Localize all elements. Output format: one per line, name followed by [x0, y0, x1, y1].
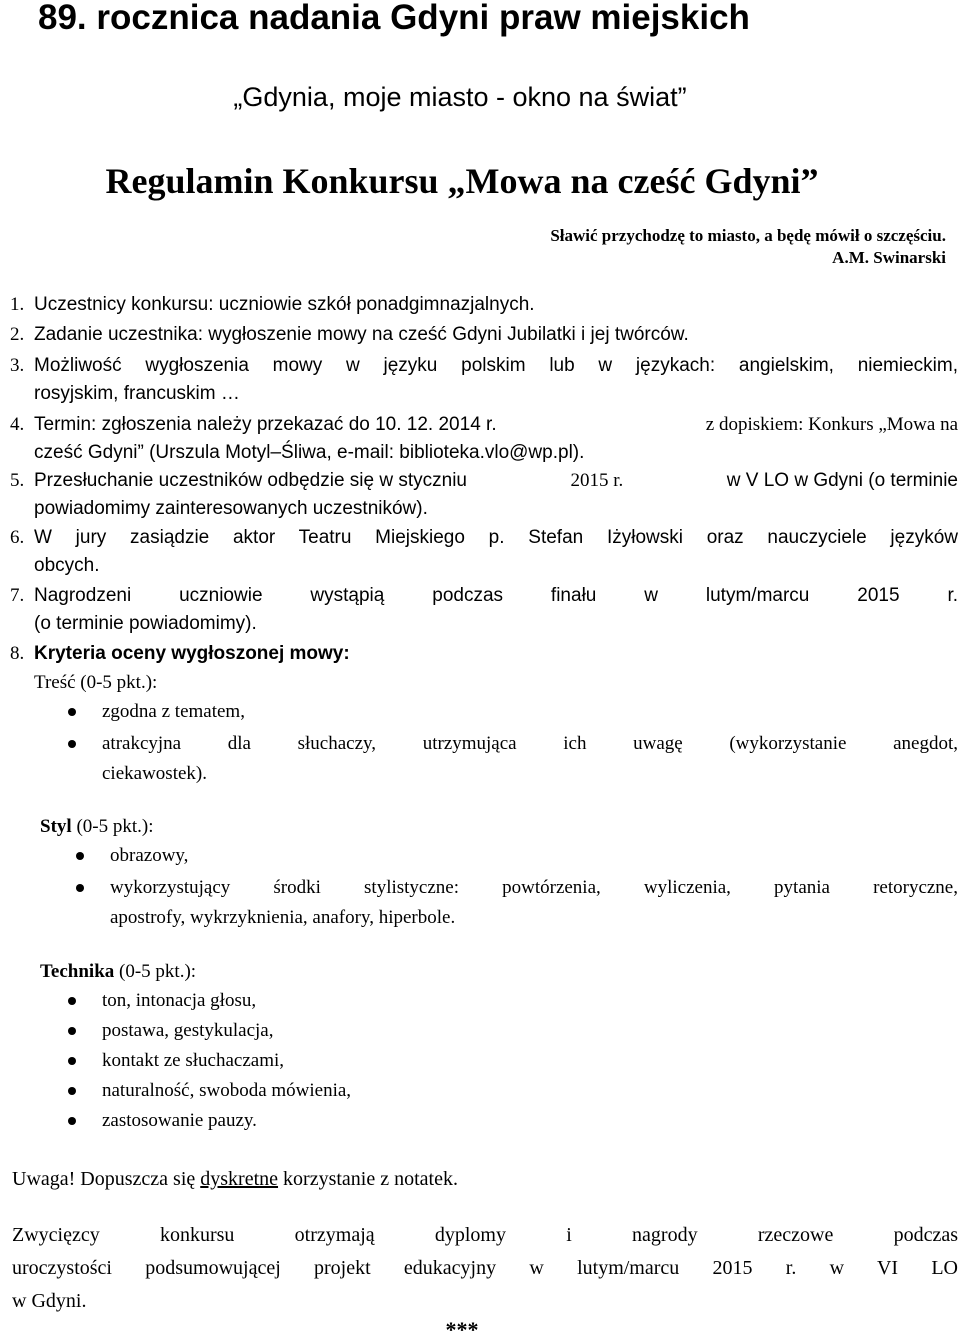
list-item-continuation: ciekawostek). [102, 763, 207, 784]
note [12, 1165, 458, 1193]
closing-line-1: Zwycięzcy konkursu otrzymają dyplomy i nagrody rzeczowe podczas [12, 1224, 958, 1246]
rule-text-a: Przesłuchanie uczestników odbędzie się w styczniu [34, 470, 467, 491]
closing-line-2: uroczystości podsumowującej projekt edukacyjny w lutym/marcu 2015 r. w VI LO [12, 1257, 958, 1279]
rule-text-line2: powiadomimy zainteresowanych uczestników). [34, 498, 428, 519]
bullet-icon [68, 1027, 76, 1035]
list-item: wykorzystujący środki stylistyczne: powtórzenia, wyliczenia, pytania retoryczne, [76, 874, 958, 902]
rule-number: 7. [10, 585, 25, 606]
list-item-continuation: apostrofy, wykrzyknienia, anafory, hiperbole. [110, 907, 456, 928]
list-item: kontakt ze słuchaczami, [68, 1047, 958, 1075]
bullet-icon [76, 884, 84, 892]
motto-author: A.M. Swinarski [832, 248, 946, 267]
rule-item-3 [10, 352, 958, 408]
rule-text-b: 2015 r. [570, 470, 624, 491]
rule-number: 1. [10, 294, 25, 315]
rule-item-4 [10, 411, 958, 467]
stars-separator: *** [445, 1317, 479, 1342]
rule-text: Uczestnicy konkursu: uczniowie szkół ponadgimnazjalnych. [34, 294, 535, 315]
rule-text-a: Termin: zgłoszenia należy przekazać do 10. 12. 2014 r. [34, 414, 497, 435]
list-item: zastosowanie pauzy. [68, 1107, 958, 1135]
bullet-icon [68, 1087, 76, 1095]
rule-text-line1: Nagrodzeni uczniowie wystąpią podczas finału w lutym/marcu 2015 r. [34, 585, 958, 606]
criteria-label: Styl [40, 816, 72, 837]
rule-text-line2: obcych. [34, 555, 100, 576]
bullet-icon [68, 708, 76, 716]
rules-heading: Regulamin Konkursu „Mowa na cześć Gdyni” [105, 161, 819, 201]
rule-text-line2: rosyjskim, francuskim … [34, 383, 240, 404]
criteria-label: Treść [34, 672, 76, 693]
list-item: postawa, gestykulacja, [68, 1017, 958, 1045]
rule-text-line1: Możliwość wygłoszenia mowy w języku polskim lub w językach: angielskim, niemieckim, [34, 355, 958, 376]
rule-number: 3. [10, 355, 25, 376]
rule-number: 8. [10, 643, 25, 664]
rule-text-line2: cześć Gdyni” (Urszula Motyl–Śliwa, e-mail: biblioteka.vlo@wp.pl). [34, 442, 585, 463]
motto-quote: Sławić przychodzę to miasto, a będę mówił o szczęściu. [550, 226, 946, 245]
list-item: naturalność, swoboda mówienia, [68, 1077, 958, 1105]
note-underlined: dyskretne [200, 1168, 279, 1190]
rule-item-6 [10, 524, 958, 580]
bullet-icon [68, 740, 76, 748]
rule-item-8 [10, 640, 958, 668]
rule-text-line1: W jury zasiądzie aktor Teatru Miejskiego p. Stefan Iżyłowski oraz nauczyciele języków [34, 527, 958, 548]
rule-number: 6. [10, 527, 25, 548]
criteria-points: (0-5 pkt.): [76, 816, 154, 837]
note-pre: Uwaga! Dopuszcza się [12, 1168, 196, 1190]
closing-paragraph [12, 1219, 958, 1318]
bullet-icon [76, 852, 84, 860]
bullet-icon [68, 1117, 76, 1125]
note-post: korzystanie z notatek. [283, 1168, 458, 1190]
bullet-icon [68, 997, 76, 1005]
rule-text-b: z dopiskiem: Konkurs „Mowa na [705, 414, 958, 435]
criteria-points: (0-5 pkt.): [80, 672, 158, 693]
rule-number: 4. [10, 414, 25, 435]
rule-item-5 [10, 467, 958, 523]
list-item: zgodna z tematem, [68, 698, 958, 728]
rule-text-c: w V LO w Gdyni (o terminie [726, 470, 958, 491]
criteria-style-list [76, 842, 958, 934]
list-item: obrazowy, [76, 842, 958, 872]
criteria-technique-title [40, 958, 196, 986]
bullet-icon [68, 1057, 76, 1065]
rule-item-2 [10, 321, 958, 349]
criteria-style-title [40, 813, 153, 841]
rule-item-7 [10, 582, 958, 638]
criteria-points: (0-5 pkt.): [119, 961, 197, 982]
rule-item-1 [10, 291, 958, 319]
list-item: ton, intonacja głosu, [68, 987, 958, 1015]
criteria-content-list [68, 698, 958, 790]
subtitle: „Gdynia, moje miasto - okno na świat” [233, 82, 687, 112]
page-title: 89. rocznica nadania Gdyni praw miejskich [38, 0, 750, 37]
list-item: atrakcyjna dla słuchaczy, utrzymująca ich uwagę (wykorzystanie anegdot, [68, 730, 958, 758]
criteria-label: Technika [40, 961, 115, 982]
rule-number: 2. [10, 324, 25, 345]
rule-text: Kryteria oceny wygłoszonej mowy: [34, 643, 350, 664]
rule-number: 5. [10, 470, 25, 491]
rule-text-line2: (o terminie powiadomimy). [34, 613, 257, 634]
criteria-technique-list [68, 987, 958, 1137]
closing-line-3: w Gdyni. [12, 1290, 87, 1312]
rule-text: Zadanie uczestnika: wygłoszenie mowy na cześć Gdyni Jubilatki i jej twórców. [34, 324, 689, 345]
criteria-content-title [34, 669, 157, 697]
